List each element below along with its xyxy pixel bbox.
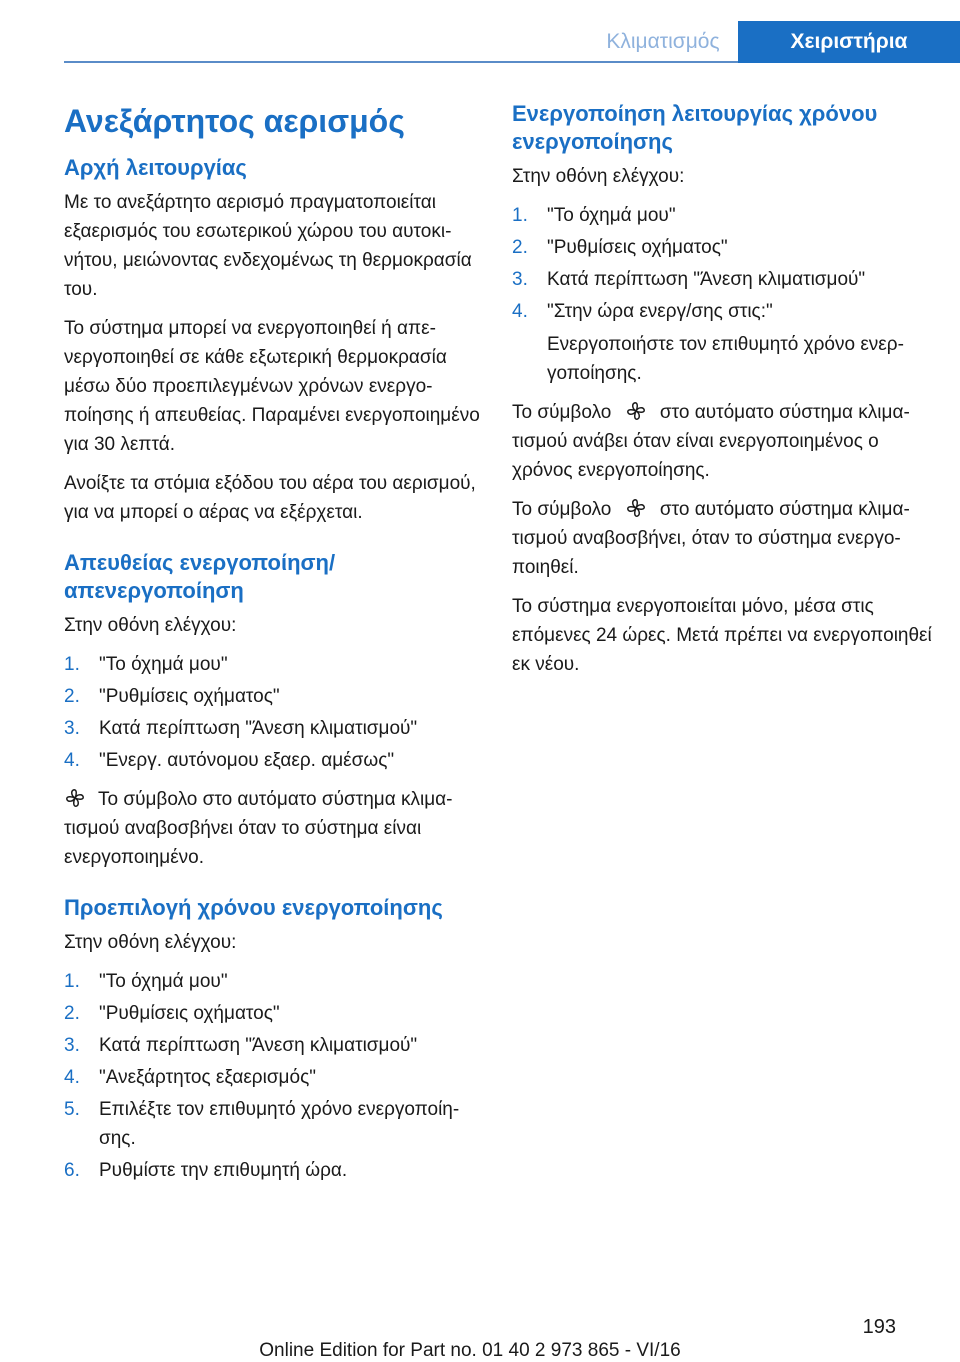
- edition-note: Online Edition for Part no. 01 40 2 973 865 - VI/16: [259, 1340, 681, 1361]
- symbol-lead-text: Το σύμβολο: [512, 402, 612, 423]
- right-column: [512, 100, 932, 689]
- step-number: 1.: [512, 205, 528, 226]
- list-item: [64, 1095, 482, 1153]
- step-number: 2.: [512, 237, 528, 258]
- breadcrumb-section[interactable]: Κλιματισμός: [606, 30, 720, 53]
- list-item: [64, 714, 482, 743]
- timer-steps: [512, 201, 932, 388]
- fan-icon: [64, 787, 86, 809]
- page-title: Ανεξάρτητος αερισμός: [64, 103, 405, 139]
- direct-note-text: Το σύμβολο στο αυτόματο σύστημα κλιματισμού αναβοσβήνει όταν το σύστημα είναι ενεργοποιημένο.: [64, 789, 453, 868]
- step-number: 3.: [512, 269, 528, 290]
- step-number: 1.: [64, 654, 80, 675]
- step-number: 3.: [64, 1035, 80, 1056]
- principle-heading: Αρχή λειτουργίας: [64, 155, 247, 180]
- left-column: [64, 100, 482, 1195]
- step-text: Κατά περίπτωση "Άνεση κλιματισμού": [99, 1035, 418, 1056]
- page-footer: [0, 1312, 960, 1362]
- step-text: "Ρυθμίσεις οχήματος": [99, 686, 280, 707]
- step-number: 3.: [64, 718, 80, 739]
- step-text: "Το όχημά μου": [99, 971, 228, 992]
- principle-paragraph-1: Με το ανεξάρτητο αερισμό πραγματοποιείται εξαερισμός του εσωτερικού χώρου του αυτοκινήτου, μειώνοντας ενδεχομένως τη θερμοκρασία του.: [64, 192, 472, 300]
- step-text: Κατά περίπτωση "Άνεση κλιματισμού": [99, 718, 418, 739]
- page-number: 193: [862, 1316, 896, 1338]
- list-item: [512, 297, 932, 388]
- direct-note: [64, 785, 482, 872]
- list-item: [512, 265, 932, 294]
- page-header: [0, 21, 960, 63]
- step-text: "Ρυθμίσεις οχήματος": [99, 1003, 280, 1024]
- list-item: [64, 1156, 482, 1185]
- fan-icon: [625, 497, 647, 519]
- list-item: [512, 201, 932, 230]
- breadcrumb-current[interactable]: Χειριστήρια: [738, 21, 960, 63]
- symbol-trail-text: στο αυτόματο σύστημα κλιματισμού ανάβει όταν είναι ενεργοποιημένος ο χρόνος ενεργοποίησης.: [512, 402, 910, 481]
- timer-validity-paragraph: Το σύστημα ενεργοποιείται μόνο, μέσα στις επόμενες 24 ώρες. Μετά πρέπει να ενεργοποιηθεί εκ νέου.: [512, 596, 932, 675]
- principle-paragraph-3: Ανοίξτε τα στόμια εξόδου του αέρα του αερισμού, για να μπορεί ο αέρας να εξέρχεται.: [64, 473, 476, 523]
- preset-intro: Στην οθόνη ελέγχου:: [64, 932, 237, 953]
- direct-activation-heading: Απευθείας ενεργοποίηση/ απενεργοποίηση: [64, 550, 336, 603]
- step-followup-text: Ενεργοποιήστε τον επιθυμητό χρόνο ενεργοποίησης.: [547, 334, 904, 384]
- list-item: [64, 967, 482, 996]
- step-number: 4.: [512, 301, 528, 322]
- step-number: 2.: [64, 1003, 80, 1024]
- list-item: [64, 682, 482, 711]
- timer-lit-paragraph: [512, 398, 932, 485]
- principle-paragraph-2: Το σύστημα μπορεί να ενεργοποιηθεί ή απενεργοποιηθεί σε κάθε εξωτερική θερμοκρασία μέσω δύο προεπιλεγμένων χρόνων ενεργοποίησης ή απευθείας. Παραμένει ενεργοποιημένο για 30 λεπτά.: [64, 318, 480, 455]
- preset-heading: Προεπιλογή χρόνου ενεργοποίησης: [64, 895, 443, 920]
- step-number: 6.: [64, 1160, 80, 1181]
- step-text: Επιλέξτε τον επιθυμητό χρόνο ενεργοποίησης.: [99, 1099, 460, 1149]
- symbol-trail-text: στο αυτόματο σύστημα κλιματισμού αναβοσβήνει, όταν το σύστημα ενεργοποιηθεί.: [512, 499, 910, 578]
- timer-activation-heading: Ενεργοποίηση λειτουργίας χρόνου ενεργοποίησης: [512, 101, 878, 154]
- step-text: "Το όχημά μου": [99, 654, 228, 675]
- step-text: Κατά περίπτωση "Άνεση κλιματισμού": [547, 269, 866, 290]
- list-item: [64, 1063, 482, 1092]
- direct-intro: Στην οθόνη ελέγχου:: [64, 615, 237, 636]
- step-number: 2.: [64, 686, 80, 707]
- step-number: 4.: [64, 1067, 80, 1088]
- direct-steps: [64, 650, 482, 775]
- step-text: "Το όχημά μου": [547, 205, 676, 226]
- step-text: "Ανεξάρτητος εξαερισμός": [99, 1067, 316, 1088]
- step-text: "Ρυθμίσεις οχήματος": [547, 237, 728, 258]
- list-item: [512, 233, 932, 262]
- step-number: 4.: [64, 750, 80, 771]
- list-item: [64, 999, 482, 1028]
- step-text: "Στην ώρα ενεργ/σης στις:": [547, 301, 773, 322]
- step-number: 1.: [64, 971, 80, 992]
- preset-steps: [64, 967, 482, 1185]
- step-number: 5.: [64, 1099, 80, 1120]
- header-rule: [64, 61, 738, 63]
- list-item: [64, 746, 482, 775]
- timer-intro: Στην οθόνη ελέγχου:: [512, 166, 685, 187]
- step-text: "Ενεργ. αυτόνομου εξαερ. αμέσως": [99, 750, 395, 771]
- fan-icon: [625, 400, 647, 422]
- step-text: Ρυθμίστε την επιθυμητή ώρα.: [99, 1160, 348, 1181]
- list-item: [64, 1031, 482, 1060]
- symbol-lead-text: Το σύμβολο: [512, 499, 612, 520]
- list-item: [64, 650, 482, 679]
- timer-flash-paragraph: [512, 495, 932, 582]
